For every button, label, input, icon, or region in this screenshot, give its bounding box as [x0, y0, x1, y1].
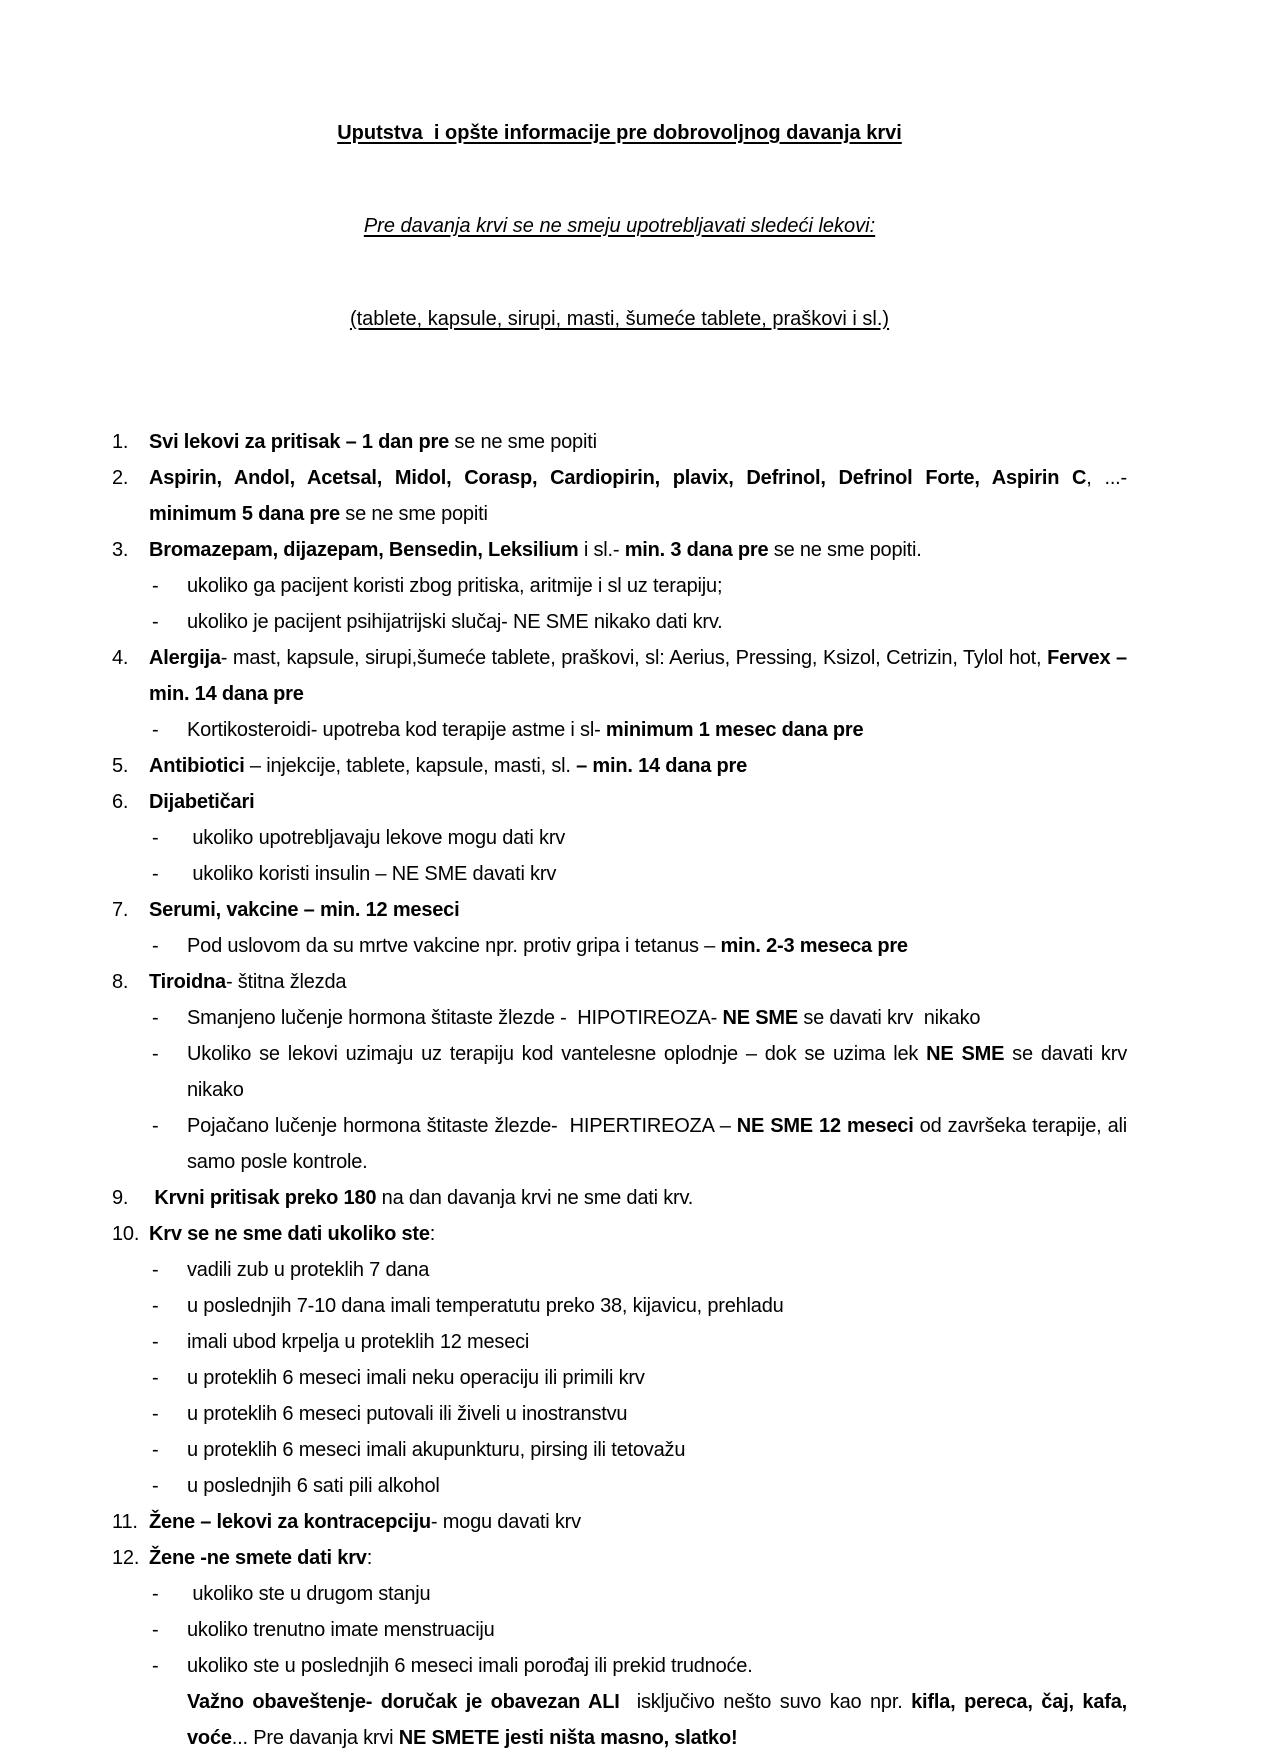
sub-item	[149, 1576, 1127, 1612]
dash-marker: -	[152, 1007, 159, 1029]
list-item	[112, 460, 1133, 532]
sub-item	[149, 1648, 1127, 1684]
list-item	[112, 892, 1127, 964]
text-segment: Kortikosteroidi- upotreba kod terapije astme i sl-	[187, 719, 606, 741]
item-body	[149, 532, 1127, 640]
dash-marker: -	[152, 1439, 159, 1461]
document-header	[112, 56, 1127, 397]
item-number: 8.	[112, 971, 129, 993]
list-item	[112, 532, 1127, 640]
text-segment: min. 3 dana pre	[624, 539, 769, 561]
text-segment: Tiroidna	[149, 971, 226, 993]
text-segment: u proteklih 6 meseci putovali ili živeli u inostranstvu	[187, 1403, 628, 1425]
text-segment: imali ubod krpelja u proteklih 12 meseci	[187, 1331, 530, 1353]
text-segment: ukoliko upotrebljavaju lekove mogu dati krv	[187, 827, 566, 849]
text-segment: – min. 14 dana pre	[576, 755, 748, 777]
sub-item	[149, 1612, 1127, 1648]
text-segment: Krv se ne sme dati ukoliko ste	[149, 1223, 430, 1245]
text-segment: se davati krv nikako	[797, 1007, 981, 1029]
sub-item-text	[187, 1360, 1127, 1396]
item-body	[149, 460, 1133, 532]
item-number: 7.	[112, 899, 129, 921]
item-number: 1.	[112, 431, 129, 453]
item-body	[149, 640, 1133, 748]
text-segment: u proteklih 6 meseci imali neku operaciju ili primili krv	[187, 1367, 645, 1389]
text-segment: ukoliko ste u drugom stanju	[187, 1583, 431, 1605]
text-segment: i sl.-	[578, 539, 625, 561]
text-segment: NE SME	[722, 1007, 798, 1029]
text-segment: ukoliko ste u poslednjih 6 meseci imali porođaj ili prekid trudnoće.	[187, 1655, 753, 1677]
item-body	[149, 1216, 1127, 1504]
item-body	[149, 1180, 1127, 1216]
text-segment: od završeka terapije, ali samo posle kontrole.	[187, 1115, 1133, 1173]
text-segment: Važno obaveštenje- doručak je obavezan ALI	[187, 1691, 620, 1713]
text-segment: Bromazepam, dijazepam, Bensedin, Leksilium	[149, 539, 579, 561]
sub-item-text	[187, 1684, 1133, 1756]
sub-item-text	[187, 1324, 1127, 1360]
sub-item-text	[187, 1396, 1127, 1432]
item-text	[149, 1540, 1127, 1576]
sub-item-text	[187, 712, 1127, 748]
text-segment: se ne sme popiti	[449, 431, 597, 453]
instruction-list	[112, 424, 1138, 1756]
list-item	[112, 424, 1127, 460]
dash-marker: -	[152, 611, 159, 633]
dash-marker: -	[152, 1259, 159, 1281]
sub-item-text	[187, 1648, 1127, 1684]
sub-item	[149, 1252, 1127, 1288]
document-subtitle: Pre davanja krvi se ne smeju upotrebljavati sledeći lekovi:	[363, 215, 876, 237]
list-item	[112, 640, 1133, 748]
item-number: 6.	[112, 791, 129, 813]
item-body	[149, 784, 1127, 892]
text-segment: u poslednjih 7-10 dana imali temperatutu preko 38, kijavicu, prehladu	[187, 1295, 784, 1317]
text-segment: na dan davanja krvi ne sme dati krv.	[376, 1187, 694, 1209]
sub-item	[149, 1684, 1133, 1756]
sub-item-text	[187, 1576, 1127, 1612]
header-line	[112, 211, 1127, 242]
item-number: 11.	[112, 1511, 138, 1533]
dash-marker: -	[152, 1367, 159, 1389]
item-body	[149, 892, 1127, 964]
sub-item	[149, 1288, 1127, 1324]
dash-marker: -	[152, 863, 159, 885]
item-number: 9.	[112, 1187, 129, 1209]
dash-marker: -	[152, 1403, 159, 1425]
list-item	[112, 748, 1127, 784]
item-body	[149, 964, 1138, 1180]
sub-item-text	[187, 1612, 1127, 1648]
list-item	[112, 1540, 1133, 1756]
text-segment: Dijabetičari	[149, 791, 255, 813]
item-text	[149, 892, 1127, 928]
item-text	[149, 640, 1133, 712]
item-body	[149, 424, 1127, 460]
dash-marker: -	[152, 935, 159, 957]
text-segment: Aspirin, Andol, Acetsal, Midol, Corasp, Cardiopirin, plavix, Defrinol, Defrinol Forte, Aspirin C	[149, 467, 1087, 489]
sub-item-text	[187, 1000, 1127, 1036]
sub-item	[149, 928, 1127, 964]
sub-item	[149, 1000, 1127, 1036]
document-parenthetical: (tablete, kapsule, sirupi, masti, šumeće tablete, praškovi i sl.)	[349, 308, 890, 330]
header-line	[112, 118, 1127, 149]
text-segment: - mogu davati krv	[430, 1511, 581, 1533]
sub-item	[149, 856, 1127, 892]
text-segment: se davati krv nikako	[187, 1043, 1138, 1101]
sub-item-text	[187, 856, 1127, 892]
text-segment: ... Pre davanja krvi	[231, 1727, 399, 1749]
item-text	[149, 1504, 1127, 1540]
text-segment: NE SME 12 meseci	[736, 1115, 914, 1137]
text-segment: – injekcije, tablete, kapsule, masti, sl.	[244, 755, 577, 777]
item-number: 4.	[112, 647, 129, 669]
sub-item-text	[187, 928, 1127, 964]
dash-marker: -	[152, 1295, 159, 1317]
text-segment: Pod uslovom da su mrtve vakcine npr. protiv gripa i tetanus –	[187, 935, 721, 957]
item-text	[149, 1216, 1127, 1252]
item-number: 3.	[112, 539, 129, 561]
sub-item-text	[187, 1108, 1133, 1180]
dash-marker: -	[152, 1583, 159, 1605]
text-segment: :	[429, 1223, 436, 1245]
sub-item	[149, 712, 1127, 748]
text-segment: Alergija	[149, 647, 221, 669]
sub-item-text	[187, 1288, 1127, 1324]
list-item	[112, 784, 1127, 892]
text-segment: minimum 5 dana pre	[149, 503, 340, 525]
sub-item	[149, 1324, 1127, 1360]
text-segment: Ukoliko se lekovi uzimaju uz terapiju kod vantelesne oplodnje – dok se uzima lek	[187, 1043, 927, 1065]
header-line	[112, 304, 1127, 335]
sub-item	[149, 1036, 1138, 1108]
text-segment: ukoliko koristi insulin – NE SME davati krv	[187, 863, 557, 885]
text-segment: isključivo nešto suvo kao npr.	[619, 1691, 912, 1713]
text-segment: Žene -ne smete dati krv	[149, 1547, 367, 1569]
text-segment: ukoliko trenutno imate menstruaciju	[187, 1619, 495, 1641]
item-text	[149, 1180, 1127, 1216]
text-segment: Smanjeno lučenje hormona štitaste žlezde - HIPOTIREOZA-	[187, 1007, 723, 1029]
text-segment: - štitna žlezda	[225, 971, 347, 993]
item-text	[149, 532, 1127, 568]
text-segment: se ne sme popiti.	[768, 539, 922, 561]
sub-item-text	[187, 604, 1127, 640]
list-item	[112, 964, 1138, 1180]
text-segment: ukoliko je pacijent psihijatrijski slučaj- NE SME nikako dati krv.	[187, 611, 723, 633]
item-text	[149, 964, 1127, 1000]
item-body	[149, 748, 1127, 784]
text-segment: ukoliko ga pacijent koristi zbog pritiska, aritmije i sl uz terapiju;	[187, 575, 723, 597]
sub-item-text	[187, 820, 1127, 856]
text-segment: Žene – lekovi za kontracepciju	[149, 1511, 431, 1533]
sub-item	[149, 1468, 1127, 1504]
text-segment: Pojačano lučenje hormona štitaste žlezde- HIPERTIREOZA –	[187, 1115, 737, 1137]
sub-item	[149, 604, 1127, 640]
sub-item	[149, 820, 1127, 856]
item-text	[149, 784, 1127, 820]
item-body	[149, 1504, 1127, 1540]
item-number: 5.	[112, 755, 129, 777]
text-segment: Svi lekovi za pritisak – 1 dan pre	[149, 431, 450, 453]
sub-item-text	[187, 1468, 1127, 1504]
sub-item	[149, 1396, 1127, 1432]
text-segment: Fervex – min. 14 dana pre	[149, 647, 1133, 705]
item-number: 2.	[112, 467, 129, 489]
text-segment: Serumi, vakcine – min. 12 meseci	[149, 899, 460, 921]
dash-marker	[149, 1684, 187, 1756]
text-segment: - mast, kapsule, sirupi,šumeće tablete, praškovi, sl: Aerius, Pressing, Ksizol, Cetrizin, Tylol hot,	[220, 647, 1048, 669]
item-number: 12.	[112, 1547, 140, 1569]
dash-marker: -	[152, 1655, 159, 1677]
text-segment: , ...-	[1086, 467, 1133, 489]
text-segment: Krvni pritisak preko 180	[149, 1187, 377, 1209]
dash-marker: -	[152, 575, 159, 597]
text-segment: u poslednjih 6 sati pili alkohol	[187, 1475, 440, 1497]
text-segment: se ne sme popiti	[339, 503, 488, 525]
item-text	[149, 460, 1133, 532]
sub-item	[149, 568, 1127, 604]
sub-item	[149, 1108, 1133, 1180]
item-text	[149, 748, 1127, 784]
text-segment: minimum 1 mesec dana pre	[605, 719, 864, 741]
dash-marker: -	[152, 719, 159, 741]
dash-marker: -	[152, 1619, 159, 1641]
text-segment: kifla, pereca, čaj, kafa, voće	[187, 1691, 1133, 1749]
dash-marker: -	[152, 1115, 159, 1137]
text-segment: :	[366, 1547, 373, 1569]
sub-item	[149, 1360, 1127, 1396]
item-number: 10.	[112, 1223, 140, 1245]
list-item	[112, 1504, 1127, 1540]
document-title: Uputstva i opšte informacije pre dobrovoljnog davanja krvi	[337, 122, 902, 144]
dash-marker: -	[152, 1475, 159, 1497]
text-segment: min. 2-3 meseca pre	[720, 935, 908, 957]
text-segment: Antibiotici	[149, 755, 245, 777]
text-segment: NE SMETE jesti ništa masno, slatko!	[398, 1727, 738, 1749]
text-segment: u proteklih 6 meseci imali akupunkturu, pirsing ili tetovažu	[187, 1439, 686, 1461]
sub-item-text	[187, 1432, 1127, 1468]
list-item	[112, 1180, 1127, 1216]
dash-marker: -	[152, 1331, 159, 1353]
item-text	[149, 424, 1127, 460]
item-body	[149, 1540, 1133, 1756]
sub-item	[149, 1432, 1127, 1468]
text-segment: vadili zub u proteklih 7 dana	[187, 1259, 430, 1281]
sub-item-text	[187, 1252, 1127, 1288]
dash-marker: -	[152, 827, 159, 849]
text-segment: NE SME	[926, 1043, 1005, 1065]
sub-item-text	[187, 568, 1127, 604]
list-item	[112, 1216, 1127, 1504]
dash-marker: -	[152, 1043, 159, 1065]
sub-item-text	[187, 1036, 1138, 1108]
